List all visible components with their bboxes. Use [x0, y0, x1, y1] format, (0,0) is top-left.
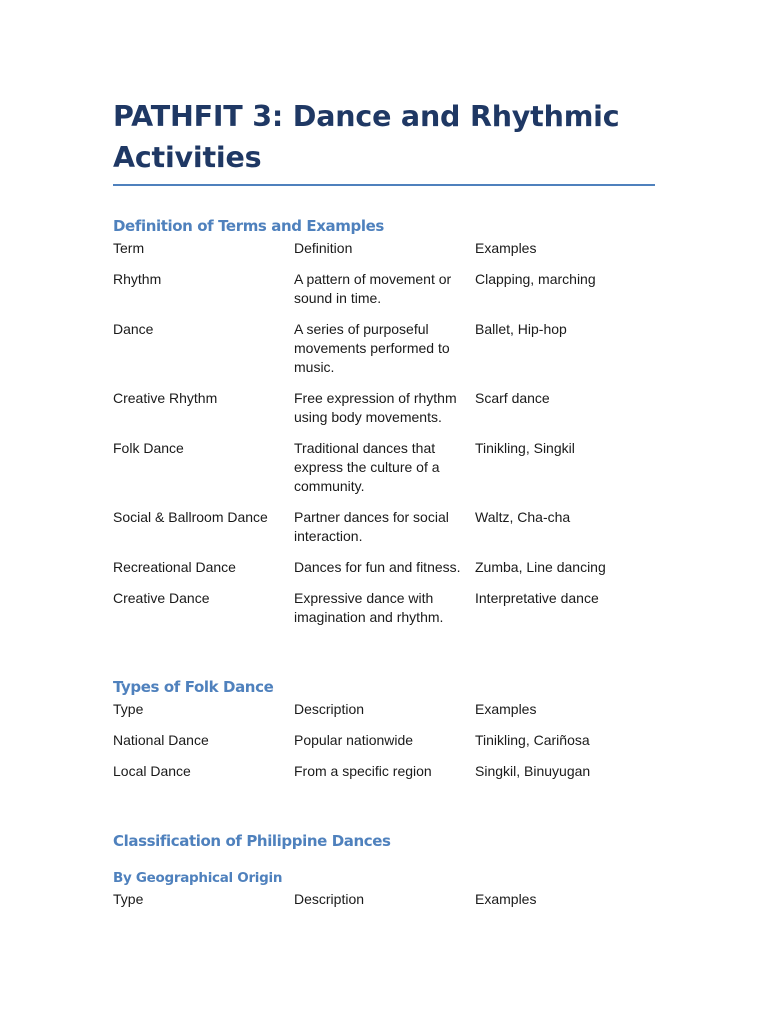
- subsection-heading-geographical-origin: By Geographical Origin: [113, 870, 283, 886]
- type-cell: Local Dance: [113, 763, 191, 779]
- definition-cell: A pattern of movement or sound in time.: [294, 271, 452, 306]
- examples-cell: Waltz, Cha-cha: [475, 509, 571, 525]
- description-cell: From a specific region: [294, 763, 432, 779]
- definition-cell: Expressive dance with imagination and rhythm.: [294, 590, 444, 625]
- folk-dance-types-table: [113, 700, 655, 793]
- definition-cell: Dances for fun and fitness.: [294, 559, 461, 575]
- examples-cell: Tinikling, Cariñosa: [475, 732, 590, 748]
- examples-cell: Interpretative dance: [475, 590, 599, 606]
- definition-cell: Partner dances for social interaction.: [294, 509, 449, 544]
- table-row: [113, 270, 655, 320]
- section-heading-classification: Classification of Philippine Dances: [113, 832, 391, 850]
- table-row: [113, 731, 655, 762]
- examples-cell: Ballet, Hip-hop: [475, 321, 567, 337]
- column-header: Description: [294, 701, 365, 717]
- table-row: [113, 762, 655, 793]
- description-cell: Popular nationwide: [294, 732, 414, 748]
- section-heading-folk-dance-types: Types of Folk Dance: [113, 678, 274, 696]
- column-header: Type: [113, 701, 144, 717]
- term-cell: Recreational Dance: [113, 559, 236, 575]
- table-row: [113, 558, 655, 589]
- table-header-row: [113, 890, 655, 921]
- term-cell: Creative Dance: [113, 590, 210, 606]
- document-page: [113, 96, 655, 921]
- table-header-row: [113, 700, 655, 731]
- geographical-origin-table: [113, 890, 655, 921]
- definition-cell: A series of purposeful movements performed to music.: [294, 321, 450, 375]
- examples-cell: Clapping, marching: [475, 271, 596, 287]
- table-row: [113, 320, 655, 389]
- column-header: Definition: [294, 240, 353, 256]
- table-row: [113, 439, 655, 508]
- column-header: Examples: [475, 240, 537, 256]
- examples-cell: Singkil, Binuyugan: [475, 763, 591, 779]
- document-title: PATHFIT 3: Dance and Rhythmic Activities: [113, 96, 655, 186]
- examples-cell: Tinikling, Singkil: [475, 440, 575, 456]
- column-header: Examples: [475, 701, 537, 717]
- term-cell: Rhythm: [113, 271, 162, 287]
- definition-cell: Free expression of rhythm using body movements.: [294, 390, 457, 425]
- column-header: Term: [113, 240, 145, 256]
- table-row: [113, 508, 655, 558]
- term-cell: Folk Dance: [113, 440, 184, 456]
- column-header: Description: [294, 891, 365, 907]
- definition-cell: Traditional dances that express the culture of a community.: [294, 440, 440, 494]
- definitions-table: [113, 239, 655, 639]
- type-cell: National Dance: [113, 732, 209, 748]
- examples-cell: Scarf dance: [475, 390, 550, 406]
- term-cell: Dance: [113, 321, 154, 337]
- table-row: [113, 389, 655, 439]
- term-cell: Social & Ballroom Dance: [113, 509, 268, 525]
- examples-cell: Zumba, Line dancing: [475, 559, 606, 575]
- term-cell: Creative Rhythm: [113, 390, 218, 406]
- column-header: Type: [113, 891, 144, 907]
- column-header: Examples: [475, 891, 537, 907]
- table-row: [113, 589, 655, 639]
- table-header-row: [113, 239, 655, 270]
- section-heading-definitions: Definition of Terms and Examples: [113, 217, 384, 235]
